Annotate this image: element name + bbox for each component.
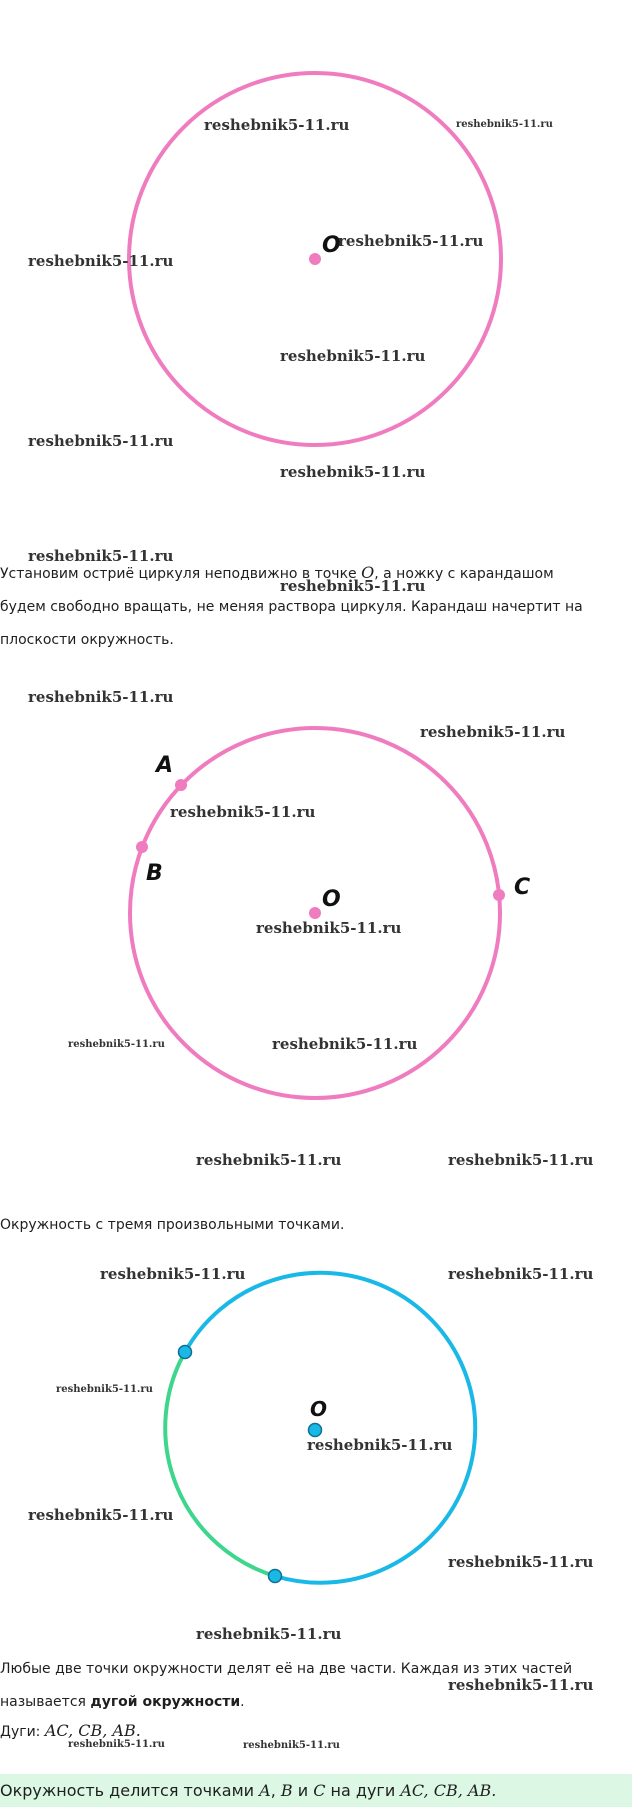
watermark: reshebnik5-11.ru bbox=[28, 252, 174, 270]
watermark: reshebnik5-11.ru bbox=[68, 1039, 165, 1050]
var-a: A bbox=[259, 1781, 271, 1800]
figure-circle-center bbox=[0, 0, 632, 480]
paragraph-line: будем свободно вращать, не меняя раствора циркуля. Карандаш начертит на bbox=[0, 599, 583, 615]
arcs-list: Дуги: AC, CB, AB. bbox=[0, 1721, 141, 1740]
watermark: reshebnik5-11.ru bbox=[68, 1739, 165, 1750]
summary-highlight: Окружность делится точками A, B и C на дуги AC, CB, AB. bbox=[0, 1774, 632, 1807]
label-a: A bbox=[156, 753, 174, 778]
label-o: O bbox=[322, 887, 341, 912]
watermark: reshebnik5-11.ru bbox=[448, 1676, 594, 1694]
center-point-o bbox=[309, 1424, 322, 1437]
paragraph-compass bbox=[0, 556, 628, 657]
watermark: reshebnik5-11.ru bbox=[100, 1265, 246, 1283]
var-o: O bbox=[361, 563, 375, 582]
figure-circle-arcs bbox=[0, 1260, 632, 1590]
watermark: reshebnik5-11.ru bbox=[28, 688, 174, 706]
watermark: reshebnik5-11.ru bbox=[280, 577, 426, 595]
major-arc bbox=[185, 1273, 475, 1583]
paragraph-line: называется дугой окружности. bbox=[0, 1694, 245, 1710]
center-point-o bbox=[309, 907, 321, 919]
label-o: O bbox=[322, 233, 341, 258]
label-c: C bbox=[514, 875, 531, 900]
watermark: reshebnik5-11.ru bbox=[28, 432, 174, 450]
watermark: reshebnik5-11.ru bbox=[196, 1625, 342, 1643]
watermark: reshebnik5-11.ru bbox=[338, 232, 484, 250]
arc-point-upper bbox=[179, 1346, 192, 1359]
watermark: reshebnik5-11.ru bbox=[280, 347, 426, 365]
caption-three-points: Окружность с тремя произвольными точками. bbox=[0, 1217, 345, 1233]
watermark: reshebnik5-11.ru bbox=[448, 1553, 594, 1571]
center-point-o bbox=[309, 253, 321, 265]
var-b: B bbox=[280, 1781, 293, 1800]
watermark: reshebnik5-11.ru bbox=[272, 1035, 418, 1053]
paragraph-line: плоскости окружность. bbox=[0, 632, 174, 648]
watermark: reshebnik5-11.ru bbox=[448, 1151, 594, 1169]
summary-arcs: AC, CB, AB. bbox=[400, 1781, 497, 1800]
watermark: reshebnik5-11.ru bbox=[448, 1265, 594, 1283]
arc-point-lower bbox=[269, 1570, 282, 1583]
watermark: reshebnik5-11.ru bbox=[307, 1436, 453, 1454]
watermark: reshebnik5-11.ru bbox=[204, 116, 350, 134]
paragraph-line: Установим остриё циркуля неподвижно в точке O, а ножку с карандашом bbox=[0, 563, 554, 582]
watermark: reshebnik5-11.ru bbox=[243, 1740, 340, 1751]
watermark: reshebnik5-11.ru bbox=[56, 1384, 153, 1395]
term-arc: дугой окружности bbox=[90, 1694, 241, 1710]
watermark: reshebnik5-11.ru bbox=[196, 1151, 342, 1169]
point-b bbox=[136, 841, 148, 853]
label-b: B bbox=[146, 861, 163, 886]
watermark: reshebnik5-11.ru bbox=[256, 919, 402, 937]
point-c bbox=[493, 889, 505, 901]
watermark: reshebnik5-11.ru bbox=[170, 803, 316, 821]
watermark: reshebnik5-11.ru bbox=[456, 119, 553, 130]
watermark: reshebnik5-11.ru bbox=[28, 1506, 174, 1524]
arcs-formula: AC, CB, AB. bbox=[44, 1721, 141, 1740]
var-c: C bbox=[313, 1781, 326, 1800]
paragraph-line: Любые две точки окружности делят её на две части. Каждая из этих частей bbox=[0, 1661, 573, 1677]
minor-arc bbox=[165, 1352, 275, 1576]
label-o: O bbox=[310, 1397, 328, 1421]
watermark: reshebnik5-11.ru bbox=[420, 723, 566, 741]
point-a bbox=[175, 779, 187, 791]
watermark: reshebnik5-11.ru bbox=[280, 463, 426, 481]
watermark: reshebnik5-11.ru bbox=[28, 547, 174, 565]
